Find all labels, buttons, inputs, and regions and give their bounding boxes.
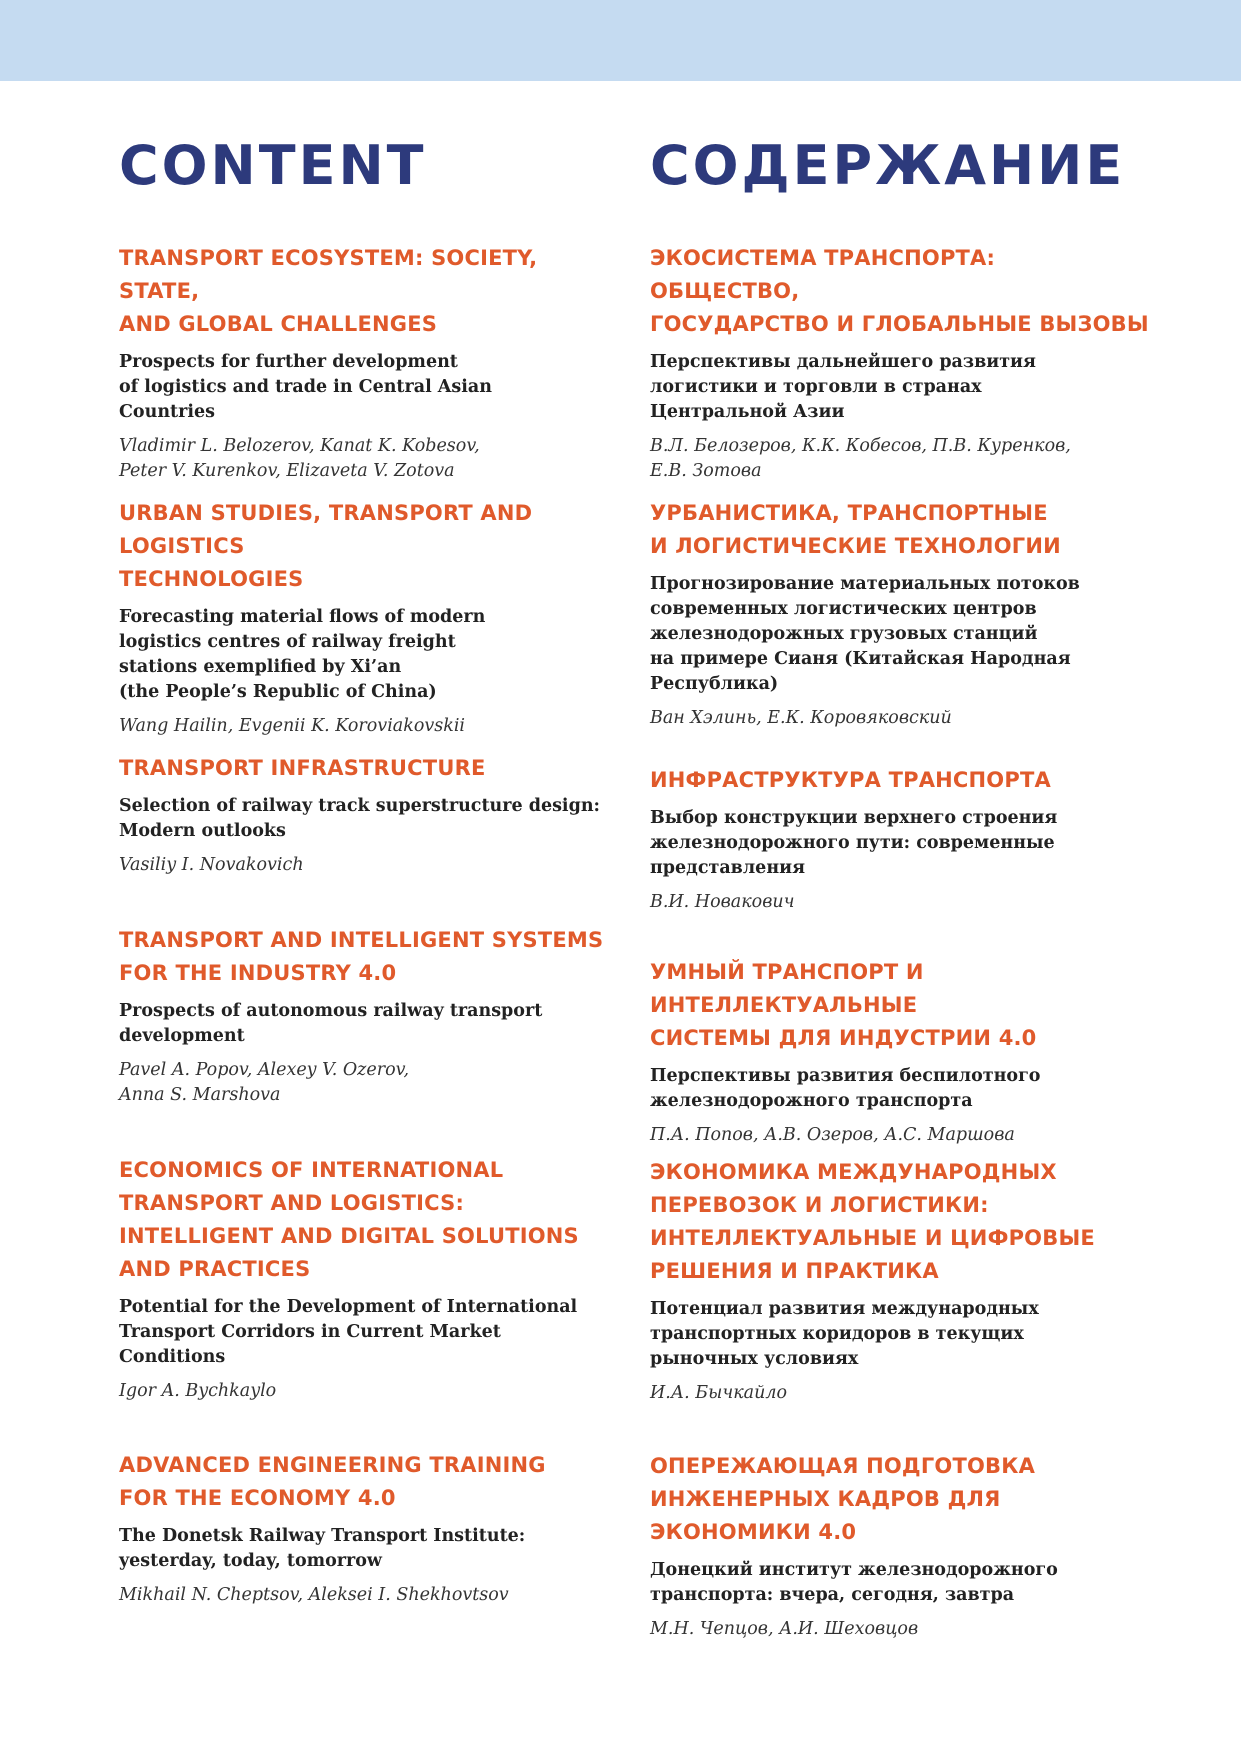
toc-section: [650, 956, 1150, 1148]
section-title[interactable]: ECONOMICS OF INTERNATIONAL TRANSPORT AND LOGISTICS: INTELLIGENT AND DIGITAL SOLUTIONS AND PRACTICES: [119, 1158, 579, 1281]
article-title[interactable]: Прогнозирование материальных потоков современных логистических центров железнодорожных грузовых станций на примере Сианя (Китайская Народная Республика): [650, 574, 1080, 694]
article-authors: Igor A. Bychkaylo: [119, 1381, 277, 1401]
article-authors: В.И. Новакович: [650, 892, 795, 912]
article-authors: М.Н. Чепцов, А.И. Шеховцов: [650, 1619, 919, 1639]
toc-section: [650, 242, 1150, 484]
toc-section: [650, 1156, 1150, 1406]
section-title[interactable]: ЭКОНОМИКА МЕЖДУНАРОДНЫХ ПЕРЕВОЗОК И ЛОГИСТИКИ: ИНТЕЛЛЕКТУАЛЬНЫЕ И ЦИФРОВЫЕ РЕШЕНИЯ И ПРАКТИКА: [650, 1160, 1095, 1283]
article-title[interactable]: Выбор конструкции верхнего строения железнодорожного пути: современные представления: [650, 808, 1058, 878]
article-title[interactable]: Prospects of autonomous railway transport development: [119, 1001, 543, 1046]
section-title[interactable]: УМНЫЙ ТРАНСПОРТ И ИНТЕЛЛЕКТУАЛЬНЫЕ СИСТЕМЫ ДЛЯ ИНДУСТРИИ 4.0: [650, 960, 1037, 1050]
toc-section: [650, 497, 1150, 731]
article-authors: П.А. Попов, А.В. Озеров, А.С. Маршова: [650, 1125, 1015, 1145]
section-title[interactable]: ОПЕРЕЖАЮЩАЯ ПОДГОТОВКА ИНЖЕНЕРНЫХ КАДРОВ ДЛЯ ЭКОНОМИКИ 4.0: [650, 1454, 1036, 1544]
section-title[interactable]: УРБАНИСТИКА, ТРАНСПОРТНЫЕ И ЛОГИСТИЧЕСКИЕ ТЕХНОЛОГИИ: [650, 501, 1061, 558]
page-title-english: CONTENT: [119, 134, 427, 197]
toc-section: [119, 924, 609, 1108]
article-authors: Pavel A. Popov, Alexey V. Ozerov, Anna S. Marshova: [119, 1060, 410, 1105]
section-title[interactable]: TRANSPORT AND INTELLIGENT SYSTEMS FOR THE INDUSTRY 4.0: [119, 928, 604, 985]
article-title[interactable]: The Donetsk Railway Transport Institute: yesterday, today, tomorrow: [119, 1526, 526, 1571]
article-authors: Wang Hailin, Evgenii K. Koroviakovskii: [119, 716, 466, 736]
article-authors: И.А. Бычкайло: [650, 1383, 788, 1403]
article-title[interactable]: Перспективы развития беспилотного железнодорожного транспорта: [650, 1066, 1041, 1111]
toc-section: [119, 1449, 609, 1608]
top-color-band: [0, 0, 1241, 81]
article-authors: Ван Хэлинь, Е.К. Коровяковский: [650, 708, 952, 728]
section-title[interactable]: URBAN STUDIES, TRANSPORT AND LOGISTICS TECHNOLOGIES: [119, 501, 533, 591]
toc-section: [119, 752, 609, 878]
article-title[interactable]: Перспективы дальнейшего развития логистики и торговли в странах Центральной Азии: [650, 352, 1036, 422]
section-title[interactable]: ЭКОСИСТЕМА ТРАНСПОРТА: ОБЩЕСТВО, ГОСУДАРСТВО И ГЛОБАЛЬНЫЕ ВЫЗОВЫ: [650, 246, 1149, 336]
section-title[interactable]: ADVANCED ENGINEERING TRAINING FOR THE ECONOMY 4.0: [119, 1453, 546, 1510]
article-title[interactable]: Prospects for further development of logistics and trade in Central Asian Countries: [119, 352, 492, 422]
article-title[interactable]: Potential for the Development of International Transport Corridors in Current Market Conditions: [119, 1297, 578, 1367]
toc-section: [119, 497, 609, 739]
section-title[interactable]: TRANSPORT INFRASTRUCTURE: [119, 756, 486, 780]
article-authors: В.Л. Белозеров, К.К. Кобесов, П.В. Куренков, Е.В. Зотова: [650, 436, 1071, 481]
article-title[interactable]: Selection of railway track superstructure design: Modern outlooks: [119, 796, 601, 841]
article-authors: Vladimir L. Belozerov, Kanat K. Kobesov, Peter V. Kurenkov, Elizaveta V. Zotova: [119, 436, 480, 481]
article-authors: Vasiliy I. Novakovich: [119, 855, 304, 875]
section-title[interactable]: TRANSPORT ECOSYSTEM: SOCIETY, STATE, AND GLOBAL CHALLENGES: [119, 246, 538, 336]
toc-section: [650, 1450, 1150, 1642]
toc-section: [650, 764, 1150, 915]
article-title[interactable]: Донецкий институт железнодорожного транспорта: вчера, сегодня, завтра: [650, 1560, 1058, 1605]
article-authors: Mikhail N. Cheptsov, Aleksei I. Shekhovtsov: [119, 1585, 509, 1605]
section-title[interactable]: ИНФРАСТРУКТУРА ТРАНСПОРТА: [650, 768, 1051, 792]
page-title-russian: СОДЕРЖАНИЕ: [650, 134, 1126, 197]
toc-section: [119, 1154, 609, 1404]
article-title[interactable]: Потенциал развития международных транспортных коридоров в текущих рыночных условиях: [650, 1299, 1039, 1369]
toc-section: [119, 242, 609, 484]
article-title[interactable]: Forecasting material flows of modern logistics centres of railway freight stations exemplified by Xi’an (the People’s Republic of China): [119, 607, 486, 702]
